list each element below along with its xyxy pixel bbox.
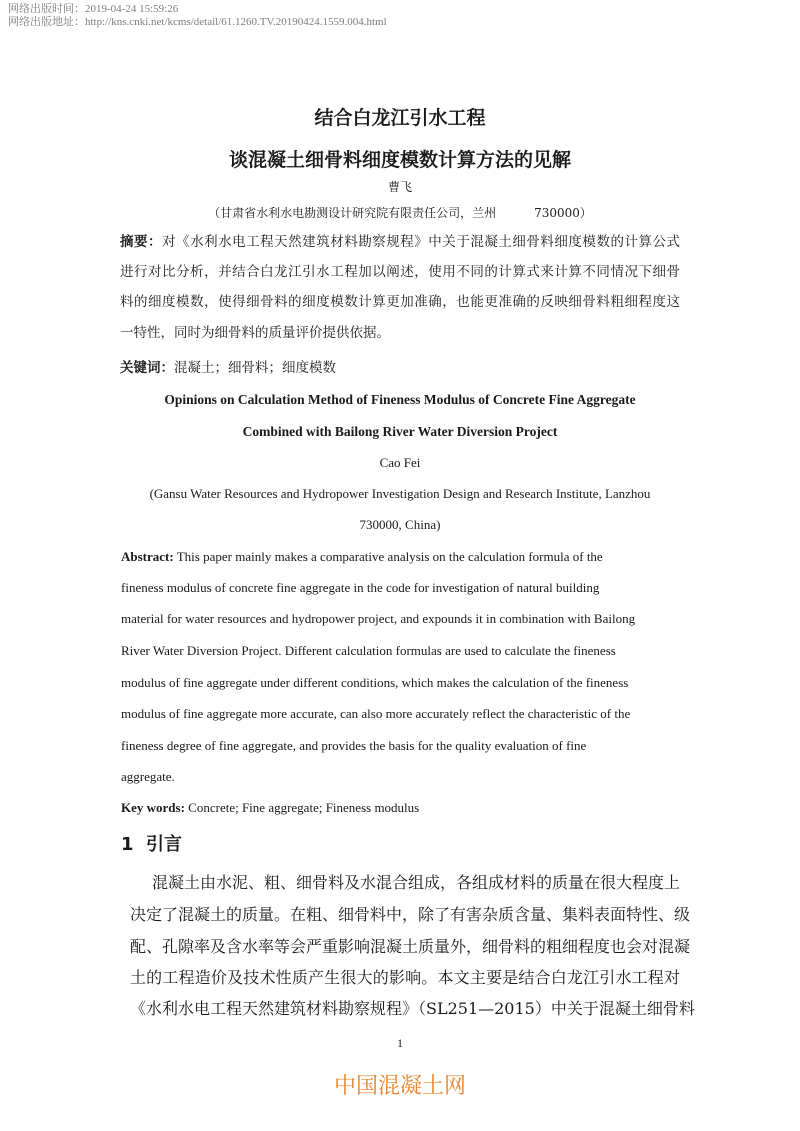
online-publish-url — [8, 16, 387, 28]
affiliation-en-line2: 730000, China) — [359, 517, 441, 532]
online-publish-url-label: 网络出版地址： — [8, 16, 85, 28]
keywords-en — [121, 800, 419, 815]
body-line: 决定了混凝土的质量。在粗、细骨料中，除了有害杂质含量、集料表面特性、级 — [130, 905, 691, 924]
title-en-line2: Combined with Bailong River Water Diversion Project — [242, 424, 558, 439]
abstract-en-line: River Water Diversion Project. Different calculation formulas are used to calculate the fineness — [121, 643, 616, 658]
body-line: 配、孔隙率及含水率等会严重影响混凝土质量外，细骨料的粗细程度也会对混凝 — [130, 937, 691, 956]
keywords-cn — [120, 360, 680, 376]
author-en: Cao Fei — [379, 455, 421, 470]
affiliation-cn-postcode: 730000） — [534, 206, 592, 220]
body-line: 《水利水电工程天然建筑材料勘察规程》（SL251—2015）中关于混凝土细骨料 — [130, 999, 695, 1018]
abstract-cn-text: 对《水利水电工程天然建筑材料勘察规程》中关于混凝土细骨料细度模数的计算公式 — [162, 234, 681, 250]
keywords-cn-label: 关键词： — [120, 360, 174, 376]
abstract-cn-line: 进行对比分析，并结合白龙江引水工程加以阐述，使用不同的计算式来计算不同情况下细骨 — [120, 264, 680, 280]
keywords-cn-value: 混凝土；细骨料；细度模数 — [174, 360, 336, 376]
abstract-cn-line: 料的细度模数，使得细骨料的细度模数计算更加准确，也能更准确的反映细骨料粗细程度这 — [120, 294, 680, 310]
title-en-line1: Opinions on Calculation Method of Fineness Modulus of Concrete Fine Aggregate — [164, 392, 636, 407]
abstract-en-line: fineness modulus of concrete fine aggregate in the code for investigation of natural building — [121, 580, 600, 595]
abstract-en-label: Abstract: — [121, 549, 174, 564]
affiliation-cn — [0, 206, 800, 220]
online-publish-time-value: 2019-04-24 15:59:26 — [85, 3, 179, 15]
body-line: 土的工程造价及技术性质产生很大的影响。本文主要是结合白龙江引水工程对 — [130, 968, 680, 987]
abstract-en-line: modulus of fine aggregate more accurate, can also more accurately reflect the characteristic of the — [121, 706, 631, 721]
page-number: 1 — [397, 1036, 403, 1050]
title-cn-line1: 结合白龙江引水工程 — [314, 107, 486, 129]
affiliation-cn-org: （甘肃省水利水电勘测设计研究院有限责任公司，兰州 — [208, 206, 497, 220]
abstract-cn-label: 摘要： — [120, 234, 163, 250]
abstract-en-text: This paper mainly makes a comparative analysis on the calculation formula of the — [173, 549, 603, 564]
section-heading: 1 引言 — [121, 834, 183, 855]
affiliation-en-line1: (Gansu Water Resources and Hydropower Investigation Design and Research Institute, Lanzhou — [149, 486, 651, 501]
abstract-cn-line: 一特性，同时为细骨料的质量评价提供依据。 — [120, 325, 390, 341]
abstract-en-line: modulus of fine aggregate under different conditions, which makes the calculation of the fineness — [121, 675, 629, 690]
abstract-cn-line — [120, 234, 680, 250]
abstract-en-line — [121, 549, 603, 564]
abstract-en-line: fineness degree of fine aggregate, and provides the basis for the quality evaluation of fine — [121, 738, 587, 753]
abstract-en-line: aggregate. — [121, 769, 175, 784]
online-publish-time-label: 网络出版时间： — [8, 3, 85, 15]
keywords-en-label: Key words: — [121, 800, 185, 815]
online-publish-url-value: http://kns.cnki.net/kcms/detail/61.1260.TV.20190424.1559.004.html — [85, 16, 387, 28]
keywords-en-value: Concrete; Fine aggregate; Fineness modulus — [184, 800, 420, 815]
author-cn: 曹飞 — [387, 180, 412, 194]
online-publish-time — [8, 3, 178, 15]
footer-brand: 中国混凝土网 — [333, 1074, 466, 1099]
abstract-en-line: material for water resources and hydropower project, and expounds it in combination with Bailong — [121, 611, 636, 626]
body-line: 混凝土由水泥、粗、细骨料及水混合组成，各组成材料的质量在很大程度上 — [152, 873, 681, 892]
title-cn-line2: 谈混凝土细骨料细度模数计算方法的见解 — [228, 149, 571, 171]
